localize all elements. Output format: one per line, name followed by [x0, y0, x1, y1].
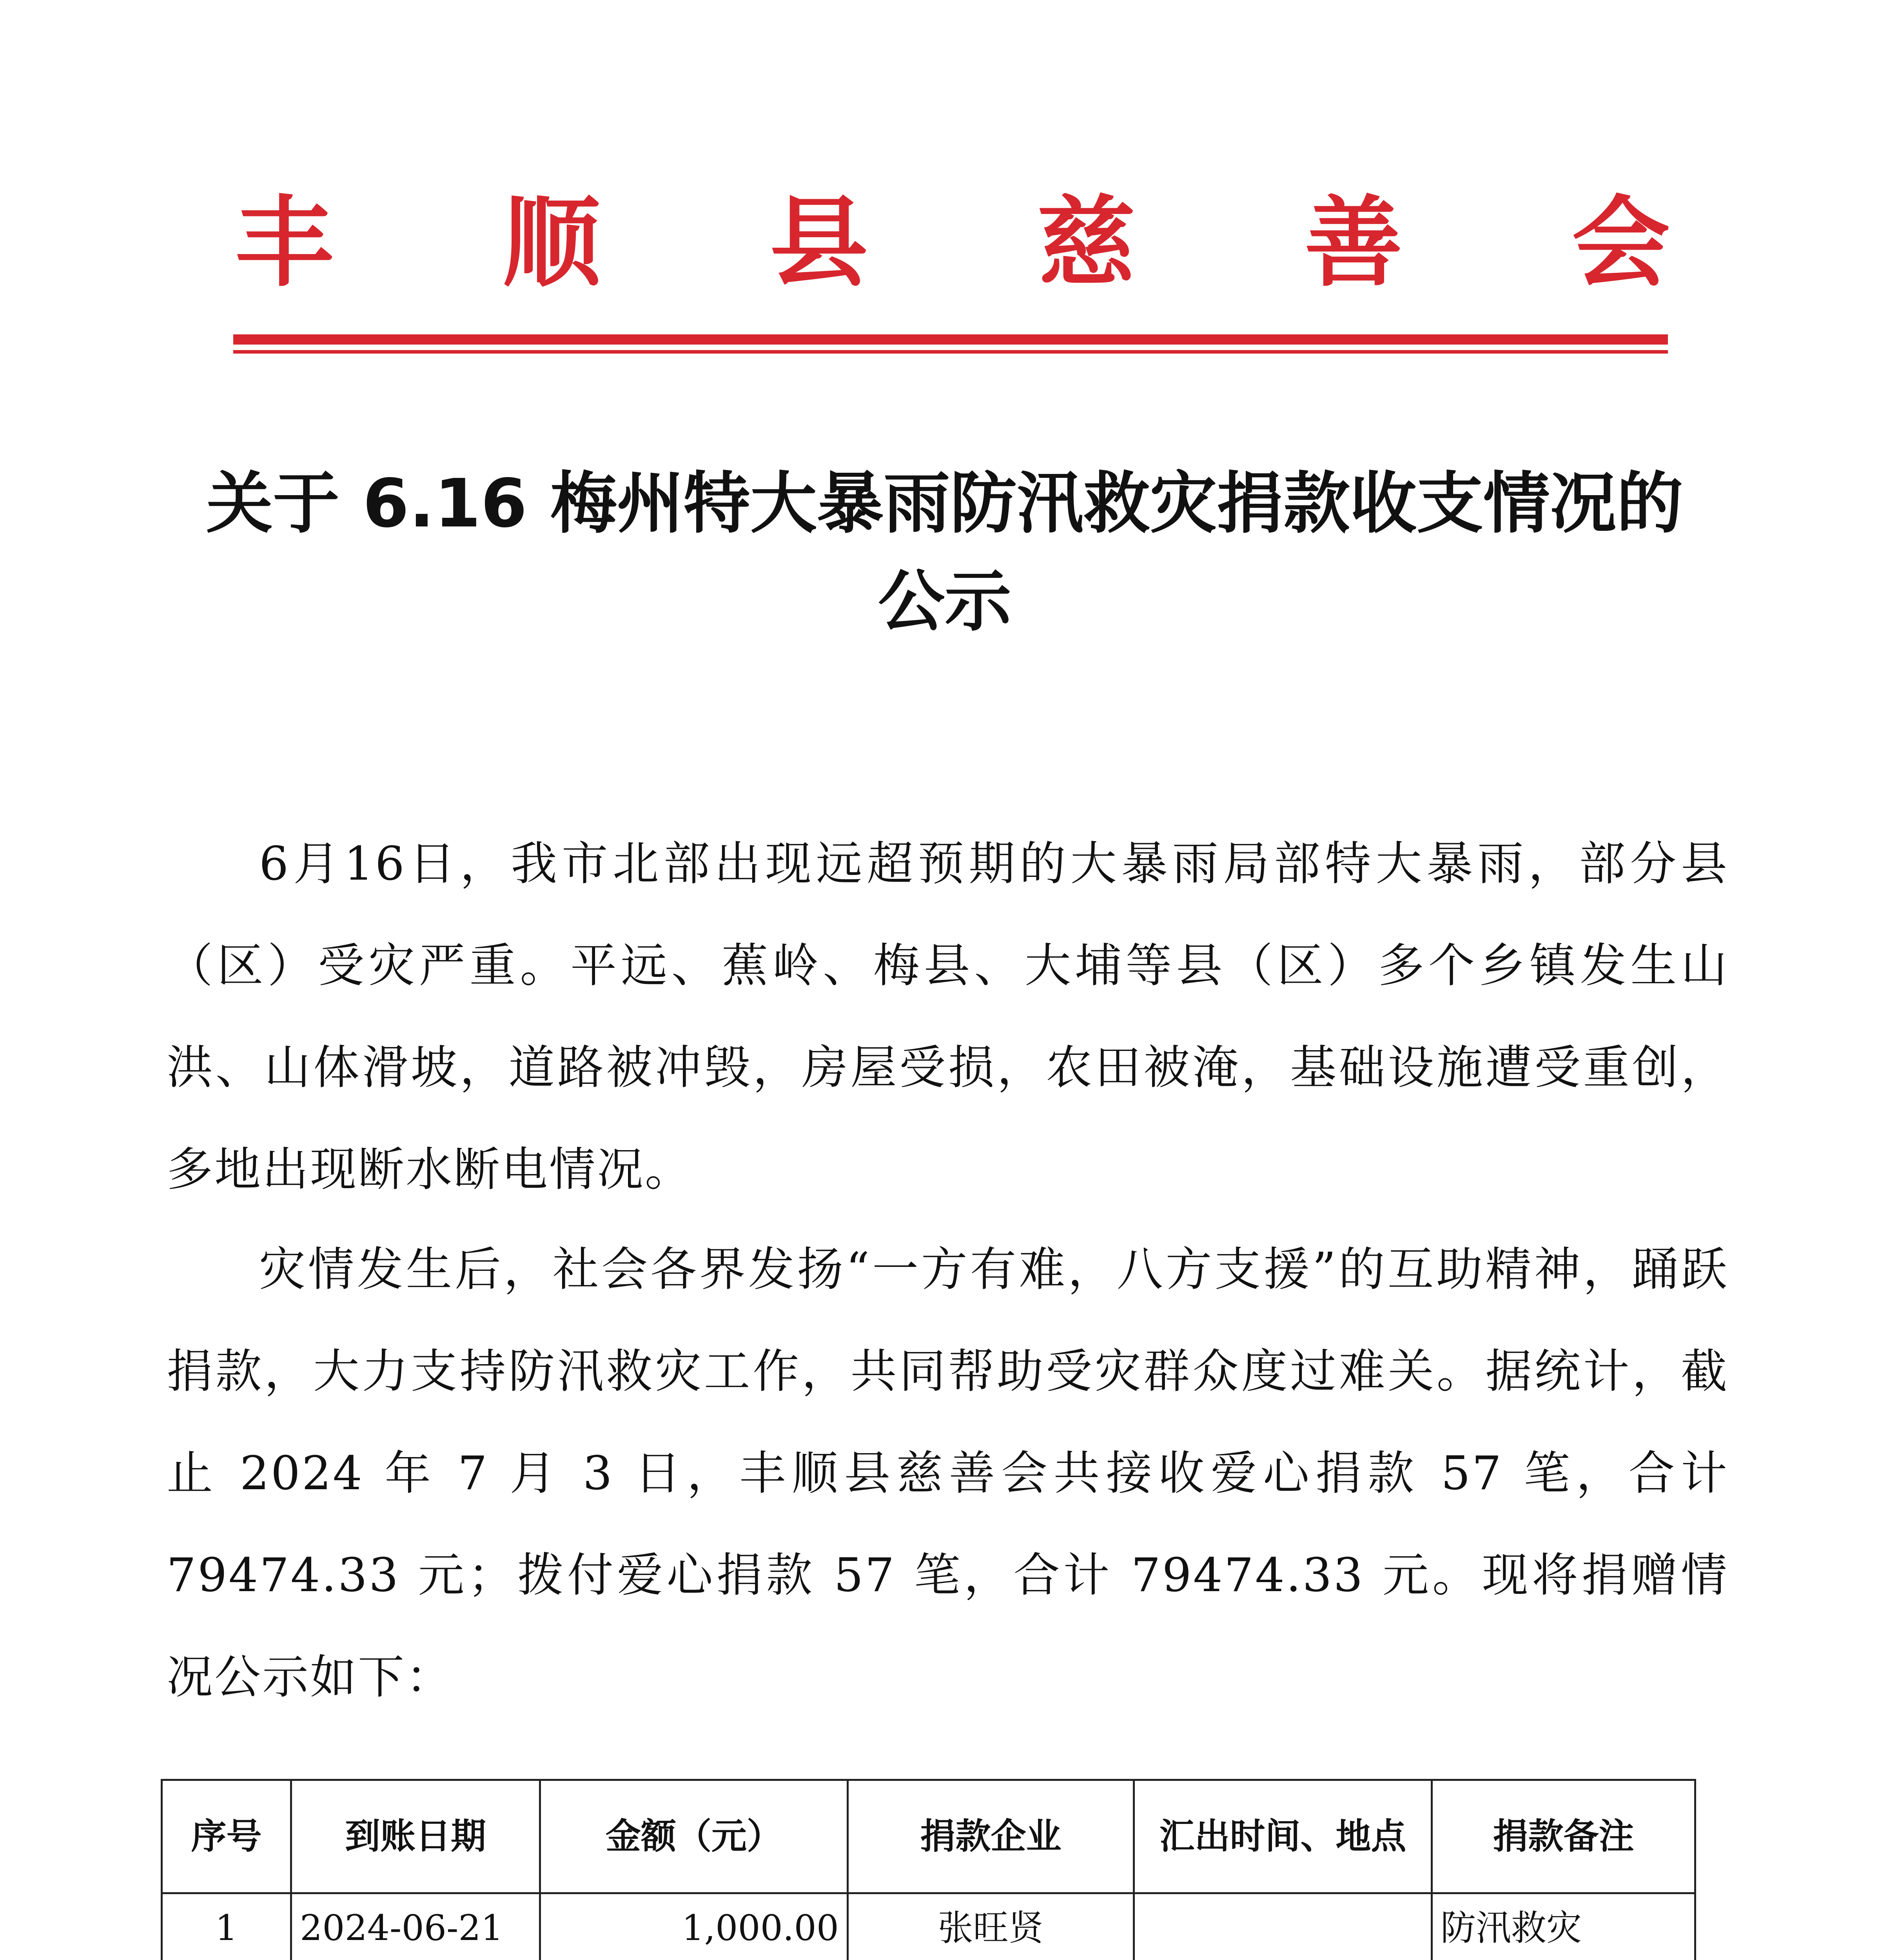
cell-index: 1 — [162, 1893, 291, 1960]
cell-date: 2024-06-21 — [291, 1893, 540, 1960]
header-remit: 汇出时间、地点 — [1134, 1780, 1432, 1893]
header-donor: 捐款企业 — [848, 1780, 1134, 1893]
cell-amount: 1,000.00 — [540, 1893, 848, 1960]
header-date: 到账日期 — [291, 1780, 540, 1893]
letterhead-char: 县 — [770, 186, 868, 300]
header-note: 捐款备注 — [1432, 1780, 1695, 1893]
letterhead — [235, 184, 1670, 302]
letterhead-char: 善 — [1305, 186, 1403, 300]
cell-note: 防汛救灾 — [1432, 1893, 1695, 1960]
body-paragraph: 6月16日，我市北部出现远超预期的大暴雨局部特大暴雨，部分县（区）受灾严重。平远、蕉岭、梅县、大埔等县（区）多个乡镇发生山洪、山体滑坡，道路被冲毁，房屋受损，农田被淹，基础设施遭受重创，多地出现断水断电情况。 — [167, 837, 1729, 1196]
donation-table — [161, 1779, 1696, 1960]
letterhead-rule-thin — [233, 350, 1668, 354]
letterhead-char: 顺 — [503, 186, 601, 300]
header-amount: 金额（元） — [540, 1780, 848, 1893]
letterhead-char: 丰 — [235, 186, 333, 300]
table-row — [162, 1893, 1695, 1960]
body-paragraph: 灾情发生后，社会各界发扬“一方有难，八方支援”的互助精神，踊跃捐款，大力支持防汛救灾工作，共同帮助受灾群众度过难关。据统计，截止 2024 年 7 月 3 日，丰顺县慈善会共接收爱心捐款 57 笔，合计 79474.33 元；拨付爱心捐款 57 笔，合计 79474.33 元。现将捐赠情况公示如下： — [167, 1242, 1729, 1704]
letterhead-char: 慈 — [1037, 186, 1135, 300]
letterhead-char: 会 — [1572, 186, 1670, 300]
notice-title-line2: 公示 — [878, 563, 1011, 641]
notice-title — [149, 455, 1740, 651]
cell-remit-info — [1134, 1893, 1432, 1960]
header-index: 序号 — [162, 1780, 291, 1893]
table-header-row — [162, 1780, 1695, 1893]
letterhead-rule-thick — [233, 334, 1668, 345]
notice-title-line1: 关于 6.16 梅州特大暴雨防汛救灾捐款收支情况的 — [206, 465, 1683, 543]
cell-donor: 张旺贤 — [848, 1893, 1134, 1960]
